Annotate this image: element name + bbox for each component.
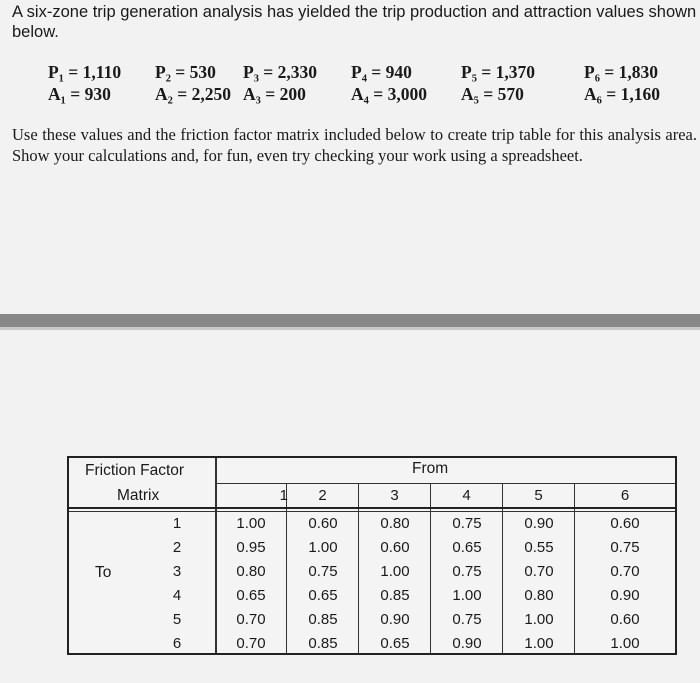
col-header-3: 3 [390, 487, 399, 504]
table-cell: 0.60 [610, 611, 640, 628]
table-cell: 1.00 [452, 587, 482, 604]
production-6: P₆ = 1,830 [584, 62, 659, 82]
table-cell: 0.60 [308, 515, 338, 532]
table-cell: 0.70 [610, 563, 640, 580]
attraction-5: A₅ = 570 [461, 84, 524, 104]
table-cell: 0.90 [380, 611, 410, 628]
intro-text: A six-zone trip generation analysis has yielded the trip production and attraction values shown below. [12, 3, 697, 41]
table-hline-header [69, 507, 675, 509]
attraction-4: A₄ = 3,000 [351, 84, 427, 104]
table-cell: 0.90 [524, 515, 554, 532]
table-cell: 0.65 [236, 587, 266, 604]
table-cell: 0.60 [380, 539, 410, 556]
col-header-4: 4 [462, 487, 471, 504]
table-cell: 0.75 [308, 563, 338, 580]
table-cell: 0.65 [452, 539, 482, 556]
attraction-2: A₂ = 2,250 [155, 84, 231, 104]
table-cell: 0.75 [452, 611, 482, 628]
table-cell: 0.70 [236, 635, 266, 652]
col-header-1: 1 [279, 487, 288, 504]
instructions-text: Use these values and the friction factor matrix included below to create trip table for this analysis area. Show your calculations and, for fun, even try checking your work using a spreadsheet. [12, 125, 697, 165]
row-header-1: 1 [172, 515, 182, 532]
table-cell: 0.90 [610, 587, 640, 604]
col-header-6: 6 [620, 487, 630, 504]
row-header-3: 3 [172, 563, 182, 580]
table-cell: 0.80 [524, 587, 554, 604]
col-header-2: 2 [318, 487, 327, 504]
table-title-line2: Matrix [117, 487, 160, 504]
production-2: P₂ = 530 [155, 62, 216, 82]
table-hline-from [215, 483, 675, 484]
attraction-3: A₃ = 200 [243, 84, 306, 104]
table-cell: 0.80 [236, 563, 266, 580]
table-cell: 0.80 [380, 515, 410, 532]
table-cell: 0.65 [308, 587, 338, 604]
production-1: P₁ = 1,110 [48, 62, 122, 82]
table-cell: 1.00 [308, 539, 338, 556]
table-cell: 0.90 [452, 635, 482, 652]
table-cell: 0.85 [380, 587, 410, 604]
from-label: From [412, 460, 449, 477]
table-cell: 1.00 [610, 635, 640, 652]
row-header-4: 4 [172, 587, 182, 604]
table-cell: 0.65 [380, 635, 410, 652]
col-header-5: 5 [534, 487, 543, 504]
production-3: P₃ = 2,330 [243, 62, 318, 82]
friction-factor-table [67, 456, 677, 655]
row-header-5: 5 [172, 611, 182, 628]
table-cell: 0.75 [610, 539, 640, 556]
table-hline-header-double [69, 511, 675, 512]
table-cell: 0.75 [452, 563, 482, 580]
table-cell: 0.95 [236, 539, 266, 556]
divider-bar-shadow [0, 327, 700, 330]
divider-bar [0, 314, 700, 327]
attraction-6: A₆ = 1,160 [584, 84, 660, 104]
table-cell: 0.55 [524, 539, 554, 556]
row-header-2: 2 [172, 539, 182, 556]
row-header-6: 6 [172, 635, 182, 652]
table-cell: 0.85 [308, 635, 338, 652]
table-cell: 0.75 [452, 515, 482, 532]
table-title-line1: Friction Factor [85, 462, 185, 479]
to-label: To [95, 564, 112, 581]
production-5: P₅ = 1,370 [461, 62, 536, 82]
table-cell: 0.85 [308, 611, 338, 628]
table-cell: 1.00 [236, 515, 266, 532]
table-cell: 1.00 [524, 635, 554, 652]
table-cell: 1.00 [380, 563, 410, 580]
attraction-1: A₁ = 930 [48, 84, 111, 104]
table-cell: 0.60 [610, 515, 640, 532]
production-4: P₄ = 940 [351, 62, 412, 82]
table-cell: 0.70 [236, 611, 266, 628]
table-cell: 0.70 [524, 563, 554, 580]
table-cell: 1.00 [524, 611, 554, 628]
